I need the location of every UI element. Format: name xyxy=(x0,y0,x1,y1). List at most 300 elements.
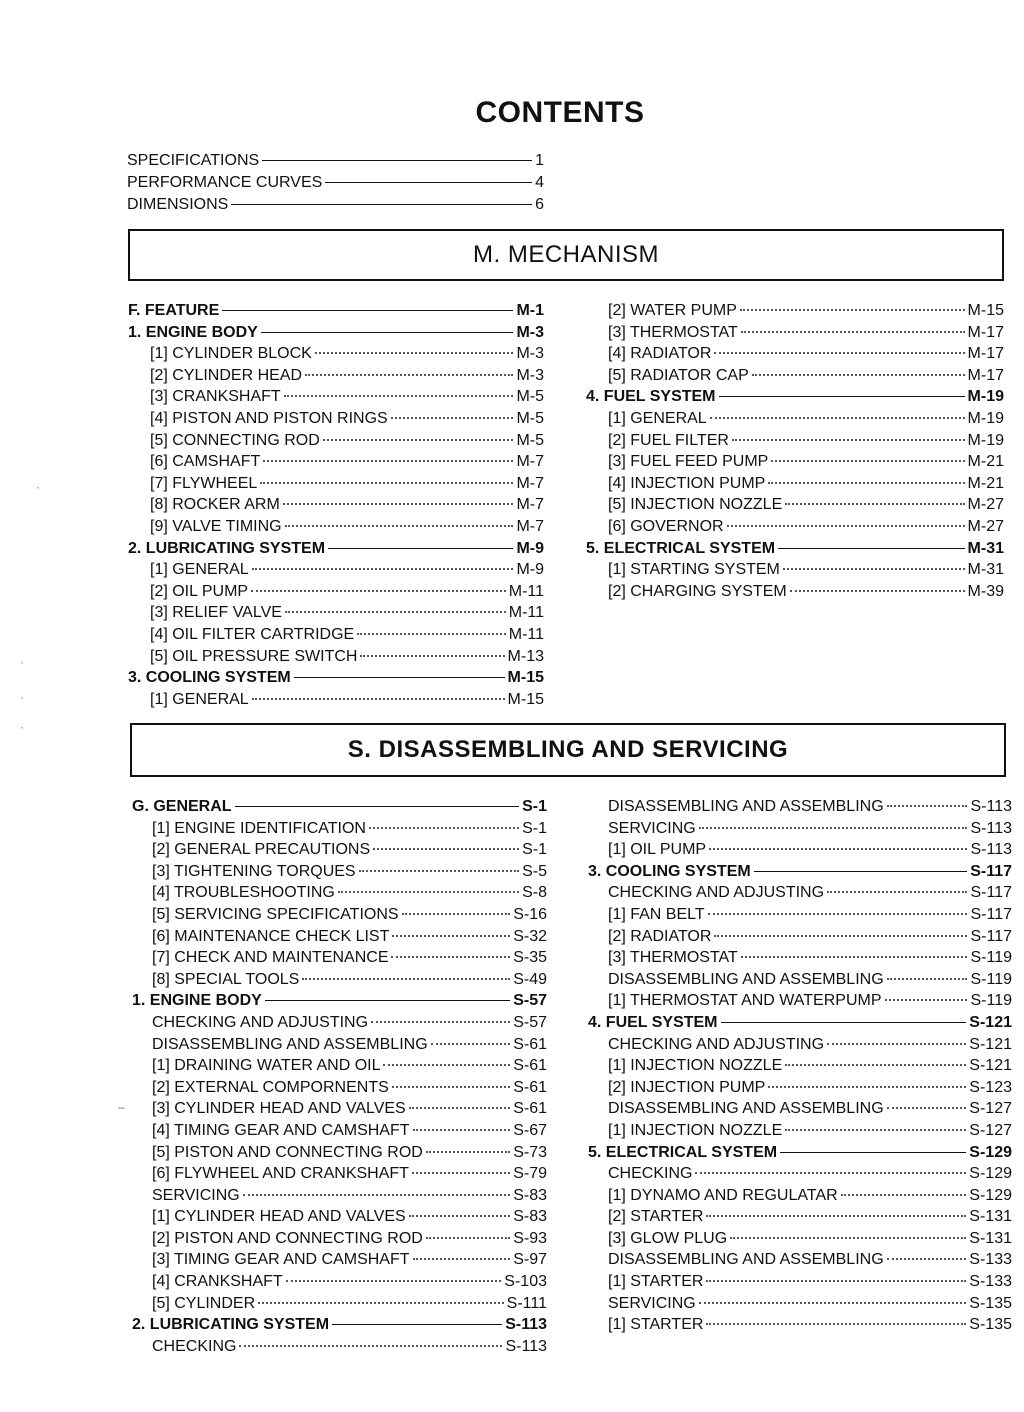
toc-entry-title: [6] CAMSHAFT xyxy=(150,453,261,471)
toc-entry-page: M-31 xyxy=(967,561,1004,579)
servicing-toc-right-column xyxy=(588,796,1012,1336)
toc-entry xyxy=(588,839,1012,861)
toc-entry xyxy=(588,882,1012,904)
toc-entry-title: [5] RADIATOR CAP xyxy=(608,366,749,384)
toc-entry-title: F. FEATURE xyxy=(128,302,220,319)
toc-entry-page: M-39 xyxy=(967,582,1004,600)
toc-entry xyxy=(586,322,1004,344)
toc-entry-page: M-19 xyxy=(967,409,1004,427)
toc-entry xyxy=(132,818,547,840)
toc-entry-title: [5] CYLINDER xyxy=(152,1294,256,1312)
toc-leader xyxy=(771,460,964,462)
toc-leader xyxy=(243,1194,510,1196)
toc-entry-page: M-31 xyxy=(967,539,1004,557)
toc-entry-page: S-119 xyxy=(970,970,1012,988)
toc-entry-page: S-117 xyxy=(970,927,1012,945)
toc-entry xyxy=(588,1228,1012,1250)
toc-entry-title: [6] MAINTENANCE CHECK LIST xyxy=(152,927,390,945)
toc-entry-title: SERVICING xyxy=(608,819,696,837)
toc-leader xyxy=(730,1237,966,1239)
toc-entry xyxy=(132,1271,547,1293)
scan-speck: · xyxy=(20,690,24,704)
toc-entry xyxy=(128,624,544,646)
toc-leader xyxy=(695,1172,966,1174)
toc-leader xyxy=(719,396,965,397)
toc-entry-page: 6 xyxy=(535,196,544,213)
toc-leader xyxy=(391,417,514,419)
toc-leader xyxy=(263,460,513,462)
toc-leader xyxy=(721,1022,967,1023)
toc-leader xyxy=(732,439,965,441)
toc-entry xyxy=(588,1055,1012,1077)
toc-leader xyxy=(286,1280,502,1282)
toc-entry xyxy=(586,516,1004,538)
toc-entry xyxy=(586,451,1004,473)
toc-entry-page: S-119 xyxy=(970,949,1012,967)
toc-entry-title: [2] STARTER xyxy=(608,1208,704,1226)
toc-entry-page: S-103 xyxy=(504,1273,547,1291)
toc-entry xyxy=(132,1077,547,1099)
toc-entry-page: M-19 xyxy=(967,431,1004,449)
toc-entry-page: M-7 xyxy=(516,474,544,492)
toc-leader xyxy=(260,482,513,484)
toc-entry-title: CHECKING xyxy=(152,1337,237,1355)
toc-entry xyxy=(586,494,1004,516)
toc-leader xyxy=(305,374,513,376)
toc-entry-title: 2. LUBRICATING SYSTEM xyxy=(132,1316,330,1334)
toc-entry-page: S-135 xyxy=(969,1316,1012,1334)
toc-leader xyxy=(413,1129,511,1131)
toc-leader xyxy=(284,395,514,397)
toc-entry xyxy=(586,386,1004,408)
toc-entry-page: S-8 xyxy=(522,884,547,902)
toc-entry xyxy=(132,1120,547,1142)
toc-entry-page: S-113 xyxy=(505,1316,547,1334)
toc-entry xyxy=(132,882,547,904)
toc-entry-title: DISASSEMBLING AND ASSEMBLING xyxy=(608,1251,884,1269)
toc-entry-page: S-119 xyxy=(970,992,1012,1010)
toc-entry-page: S-121 xyxy=(969,1013,1012,1031)
toc-entry-title: [1] GENERAL xyxy=(150,561,249,579)
toc-entry-title: [2] INJECTION PUMP xyxy=(608,1078,766,1096)
toc-leader xyxy=(768,482,964,484)
toc-entry-title: [2] CYLINDER HEAD xyxy=(150,366,303,384)
toc-entry xyxy=(132,990,547,1012)
toc-entry-title: DIMENSIONS xyxy=(127,196,229,213)
toc-entry-page: M-27 xyxy=(967,496,1004,514)
toc-leader xyxy=(754,871,968,872)
toc-entry-title: 1. ENGINE BODY xyxy=(132,992,262,1010)
toc-entry-title: [1] STARTING SYSTEM xyxy=(608,561,780,579)
servicing-toc-left-column xyxy=(132,796,547,1357)
toc-entry-title: [4] RADIATOR xyxy=(608,345,712,363)
toc-leader xyxy=(785,503,964,505)
toc-leader xyxy=(371,1021,510,1023)
toc-entry xyxy=(128,494,544,516)
toc-entry-page: M-15 xyxy=(967,302,1004,319)
toc-entry-page: S-83 xyxy=(513,1208,547,1226)
toc-entry-title: SERVICING xyxy=(152,1186,240,1204)
toc-entry-page: S-131 xyxy=(969,1208,1012,1226)
toc-entry-title: DISASSEMBLING AND ASSEMBLING xyxy=(608,798,884,815)
toc-entry-page: S-129 xyxy=(969,1165,1012,1183)
toc-entry xyxy=(128,451,544,473)
toc-entry-page: M-3 xyxy=(516,323,544,341)
toc-entry-page: S-127 xyxy=(969,1100,1012,1118)
toc-entry-title: [3] THERMOSTAT xyxy=(608,949,738,967)
toc-leader xyxy=(235,806,520,807)
toc-entry-title: 1. ENGINE BODY xyxy=(128,323,258,341)
toc-entry-title: [1] ENGINE IDENTIFICATION xyxy=(152,819,366,837)
toc-entry xyxy=(588,796,1012,818)
toc-entry-title: [1] INJECTION NOZZLE xyxy=(608,1057,783,1075)
toc-leader xyxy=(727,525,965,527)
toc-entry xyxy=(128,322,544,344)
toc-entry xyxy=(132,1034,547,1056)
toc-entry-page: S-67 xyxy=(513,1121,547,1139)
toc-leader xyxy=(285,525,514,527)
toc-entry-page: M-7 xyxy=(516,453,544,471)
toc-entry xyxy=(132,904,547,926)
toc-leader xyxy=(383,1064,510,1066)
toc-entry-page: S-61 xyxy=(513,1057,547,1075)
toc-entry xyxy=(588,1163,1012,1185)
toc-entry-page: S-135 xyxy=(969,1294,1012,1312)
toc-entry-page: S-117 xyxy=(970,862,1012,880)
toc-entry xyxy=(128,689,544,711)
toc-entry xyxy=(132,839,547,861)
toc-entry xyxy=(132,796,547,818)
toc-entry-page: S-61 xyxy=(513,1035,547,1053)
toc-entry-title: [6] GOVERNOR xyxy=(608,517,724,535)
toc-entry-page: S-113 xyxy=(505,1337,547,1355)
toc-leader xyxy=(741,331,965,333)
toc-entry xyxy=(128,473,544,495)
toc-entry xyxy=(132,1185,547,1207)
toc-entry-page: S-61 xyxy=(513,1078,547,1096)
toc-leader xyxy=(302,978,510,980)
toc-leader xyxy=(714,352,964,354)
toc-leader xyxy=(285,611,506,613)
toc-entry-page: S-121 xyxy=(969,1035,1012,1053)
toc-entry-title: 2. LUBRICATING SYSTEM xyxy=(128,539,326,557)
toc-entry xyxy=(588,1206,1012,1228)
toc-entry-page: S-133 xyxy=(969,1273,1012,1291)
toc-leader xyxy=(699,827,968,829)
toc-entry-title: [2] CHARGING SYSTEM xyxy=(608,582,787,600)
toc-leader xyxy=(790,590,965,592)
toc-entry-title: SPECIFICATIONS xyxy=(127,152,260,169)
toc-entry-title: [2] PISTON AND CONNECTING ROD xyxy=(152,1229,423,1247)
toc-leader xyxy=(710,417,965,419)
toc-entry xyxy=(588,926,1012,948)
toc-entry xyxy=(128,365,544,387)
toc-leader xyxy=(827,1043,966,1045)
toc-entry-title: [8] SPECIAL TOOLS xyxy=(152,970,300,988)
toc-entry-page: S-83 xyxy=(513,1186,547,1204)
toc-entry-page: S-113 xyxy=(970,798,1012,815)
toc-leader xyxy=(338,891,519,893)
toc-entry-title: 3. COOLING SYSTEM xyxy=(588,862,751,880)
toc-entry xyxy=(132,861,547,883)
toc-entry-page: M-11 xyxy=(508,604,544,622)
toc-entry xyxy=(128,667,544,689)
toc-entry xyxy=(132,1163,547,1185)
toc-leader xyxy=(251,590,506,592)
toc-entry xyxy=(588,861,1012,883)
toc-entry xyxy=(588,969,1012,991)
toc-leader xyxy=(778,548,964,549)
toc-entry-title: [5] OIL PRESSURE SWITCH xyxy=(150,647,358,665)
toc-leader xyxy=(369,827,519,829)
toc-entry-page: S-49 xyxy=(513,970,547,988)
toc-entry-page: S-57 xyxy=(513,1013,547,1031)
toc-entry-title: [5] SERVICING SPECIFICATIONS xyxy=(152,905,399,923)
toc-entry-title: [7] FLYWHEEL xyxy=(150,474,258,492)
toc-entry-page: M-17 xyxy=(967,323,1004,341)
toc-leader xyxy=(392,1086,510,1088)
toc-entry-title: [1] CYLINDER HEAD AND VALVES xyxy=(152,1208,406,1226)
toc-entry-title: [1] STARTER xyxy=(608,1273,704,1291)
toc-entry xyxy=(588,1249,1012,1271)
toc-entry-page: S-57 xyxy=(513,992,547,1010)
toc-entry-title: [3] TIMING GEAR AND CAMSHAFT xyxy=(152,1251,410,1269)
toc-entry xyxy=(588,1185,1012,1207)
toc-entry-title: [4] OIL FILTER CARTRIDGE xyxy=(150,625,355,643)
toc-entry-page: S-123 xyxy=(969,1078,1012,1096)
toc-entry-title: DISASSEMBLING AND ASSEMBLING xyxy=(608,970,884,988)
toc-entry-page: S-111 xyxy=(506,1294,547,1312)
toc-entry xyxy=(127,150,544,172)
toc-entry xyxy=(128,559,544,581)
toc-leader xyxy=(391,956,510,958)
toc-entry xyxy=(128,646,544,668)
toc-entry xyxy=(132,969,547,991)
toc-entry-page: M-3 xyxy=(516,345,544,363)
toc-entry-title: DISASSEMBLING AND ASSEMBLING xyxy=(152,1035,428,1053)
toc-entry xyxy=(588,1098,1012,1120)
toc-entry-title: [5] PISTON AND CONNECTING ROD xyxy=(152,1143,423,1161)
toc-entry xyxy=(128,430,544,452)
toc-entry-title: [3] GLOW PLUG xyxy=(608,1229,728,1247)
toc-entry xyxy=(588,947,1012,969)
toc-leader xyxy=(231,204,532,205)
toc-leader xyxy=(258,1302,504,1304)
toc-leader xyxy=(283,503,514,505)
toc-entry-title: 5. ELECTRICAL SYSTEM xyxy=(586,539,776,557)
scan-speck: · xyxy=(20,720,24,734)
toc-entry-title: [8] ROCKER ARM xyxy=(150,496,280,514)
toc-entry-title: [1] THERMOSTAT AND WATERPUMP xyxy=(608,992,882,1010)
toc-entry xyxy=(132,1098,547,1120)
toc-entry-page: S-117 xyxy=(970,884,1012,902)
toc-entry xyxy=(132,947,547,969)
toc-entry-page: S-113 xyxy=(970,841,1012,859)
toc-entry-title: [2] FUEL FILTER xyxy=(608,431,729,449)
toc-entry-page: M-11 xyxy=(508,625,544,643)
toc-entry-page: S-79 xyxy=(513,1165,547,1183)
toc-entry-title: [4] INJECTION PUMP xyxy=(608,474,766,492)
toc-entry-title: [5] INJECTION NOZZLE xyxy=(608,496,783,514)
toc-leader xyxy=(323,439,514,441)
toc-leader xyxy=(412,1172,510,1174)
toc-entry xyxy=(588,990,1012,1012)
toc-entry-page: M-17 xyxy=(967,345,1004,363)
toc-entry-title: 5. ELECTRICAL SYSTEM xyxy=(588,1143,778,1161)
toc-entry-page: M-7 xyxy=(516,496,544,514)
toc-leader xyxy=(402,913,511,915)
toc-entry-title: [7] CHECK AND MAINTENANCE xyxy=(152,949,389,967)
toc-leader xyxy=(252,568,514,570)
toc-entry-page: M-15 xyxy=(507,669,544,687)
toc-entry-title: [1] DRAINING WATER AND OIL xyxy=(152,1057,381,1075)
toc-entry-page: M-19 xyxy=(967,388,1004,406)
toc-entry-page: M-3 xyxy=(516,366,544,384)
toc-entry-title: [1] STARTER xyxy=(608,1316,704,1334)
toc-leader xyxy=(740,309,965,311)
toc-entry-page: S-121 xyxy=(969,1057,1012,1075)
toc-leader xyxy=(373,848,519,850)
toc-entry-page: M-5 xyxy=(516,431,544,449)
toc-entry-page: M-9 xyxy=(516,561,544,579)
toc-entry-title: [5] CONNECTING ROD xyxy=(150,431,320,449)
toc-entry-page: M-15 xyxy=(507,690,544,708)
toc-leader xyxy=(360,655,504,657)
toc-entry-title: [2] RADIATOR xyxy=(608,927,712,945)
toc-leader xyxy=(426,1151,510,1153)
toc-entry xyxy=(127,172,544,194)
toc-leader xyxy=(783,568,965,570)
toc-entry-title: [4] TIMING GEAR AND CAMSHAFT xyxy=(152,1121,410,1139)
toc-entry xyxy=(132,1314,547,1336)
toc-entry-title: [2] OIL PUMP xyxy=(150,582,249,600)
toc-entry-page: S-1 xyxy=(522,819,547,837)
section-heading-mechanism: M. MECHANISM xyxy=(128,229,1004,281)
toc-leader xyxy=(785,1064,966,1066)
toc-entry xyxy=(132,1228,547,1250)
toc-entry-page: S-73 xyxy=(513,1143,547,1161)
toc-leader xyxy=(413,1258,511,1260)
toc-entry xyxy=(586,559,1004,581)
toc-entry-page: S-93 xyxy=(513,1229,547,1247)
toc-leader xyxy=(239,1345,502,1347)
toc-entry xyxy=(588,1012,1012,1034)
toc-entry-page: M-11 xyxy=(508,582,544,600)
toc-entry-page: M-27 xyxy=(967,517,1004,535)
scan-speck: · xyxy=(36,480,40,494)
toc-entry-title: 4. FUEL SYSTEM xyxy=(588,1013,718,1031)
scan-speck: · xyxy=(20,655,24,669)
toc-leader xyxy=(265,1000,510,1001)
toc-entry-title: [1] FAN BELT xyxy=(608,905,705,923)
toc-leader xyxy=(252,698,505,700)
toc-entry-page: S-117 xyxy=(970,905,1012,923)
toc-leader xyxy=(706,1215,966,1217)
toc-leader xyxy=(426,1237,510,1239)
toc-leader xyxy=(752,374,965,376)
toc-entry-title: [6] FLYWHEEL AND CRANKSHAFT xyxy=(152,1165,409,1183)
toc-leader xyxy=(315,352,514,354)
toc-leader xyxy=(294,677,505,678)
toc-entry-title: 3. COOLING SYSTEM xyxy=(128,669,291,687)
toc-entry xyxy=(128,300,544,322)
toc-entry xyxy=(586,343,1004,365)
toc-entry xyxy=(586,300,1004,322)
toc-entry xyxy=(132,1249,547,1271)
toc-entry-page: M-21 xyxy=(967,453,1004,471)
toc-entry xyxy=(128,538,544,560)
toc-entry xyxy=(586,581,1004,603)
mechanism-toc-left-column xyxy=(128,300,544,710)
toc-entry-page: S-1 xyxy=(522,841,547,859)
toc-entry-page: S-97 xyxy=(513,1251,547,1269)
toc-entry-page: S-16 xyxy=(513,905,547,923)
toc-leader xyxy=(222,310,513,311)
toc-leader xyxy=(409,1215,510,1217)
toc-leader xyxy=(706,1323,966,1325)
toc-entry-page: M-13 xyxy=(507,647,544,665)
toc-entry xyxy=(128,602,544,624)
toc-entry-page: 4 xyxy=(535,174,544,191)
toc-entry-title: [9] VALVE TIMING xyxy=(150,517,282,535)
toc-leader xyxy=(827,891,967,893)
toc-entry xyxy=(132,1142,547,1164)
toc-leader xyxy=(714,935,967,937)
toc-leader xyxy=(741,956,968,958)
toc-entry-title: [4] PISTON AND PISTON RINGS xyxy=(150,409,388,427)
page-title: CONTENTS xyxy=(475,96,645,129)
toc-entry xyxy=(586,538,1004,560)
toc-entry xyxy=(588,1077,1012,1099)
toc-leader xyxy=(885,999,968,1001)
toc-entry-title: [1] GENERAL xyxy=(150,690,249,708)
toc-entry-page: S-129 xyxy=(969,1143,1012,1161)
toc-entry-title: [1] OIL PUMP xyxy=(608,841,707,859)
toc-entry xyxy=(588,1142,1012,1164)
toc-entry-page: S-1 xyxy=(522,798,547,815)
toc-entry-title: CHECKING AND ADJUSTING xyxy=(152,1013,369,1031)
toc-leader xyxy=(409,1107,510,1109)
toc-entry-page: S-131 xyxy=(969,1229,1012,1247)
toc-entry xyxy=(588,1314,1012,1336)
toc-entry xyxy=(588,904,1012,926)
toc-entry xyxy=(586,430,1004,452)
toc-entry-page: S-35 xyxy=(513,949,547,967)
toc-entry-page: M-5 xyxy=(516,409,544,427)
toc-entry xyxy=(128,408,544,430)
toc-entry-title: CHECKING AND ADJUSTING xyxy=(608,884,825,902)
toc-entry xyxy=(588,1120,1012,1142)
toc-entry xyxy=(128,386,544,408)
toc-entry xyxy=(127,194,544,216)
toc-entry xyxy=(132,1206,547,1228)
toc-entry xyxy=(586,473,1004,495)
toc-entry-title: [3] RELIEF VALVE xyxy=(150,604,282,622)
toc-entry-title: [3] CRANKSHAFT xyxy=(150,388,281,406)
toc-leader xyxy=(887,1107,967,1109)
toc-leader xyxy=(392,935,510,937)
toc-entry-page: M-5 xyxy=(516,388,544,406)
toc-leader xyxy=(431,1043,511,1045)
toc-entry-page: M-7 xyxy=(516,517,544,535)
toc-leader xyxy=(359,870,520,872)
toc-leader xyxy=(261,332,514,333)
toc-entry-title: [1] INJECTION NOZZLE xyxy=(608,1121,783,1139)
toc-entry xyxy=(132,926,547,948)
toc-entry-title: [2] EXTERNAL COMPORNENTS xyxy=(152,1078,389,1096)
toc-leader xyxy=(325,182,532,183)
toc-entry xyxy=(588,1271,1012,1293)
